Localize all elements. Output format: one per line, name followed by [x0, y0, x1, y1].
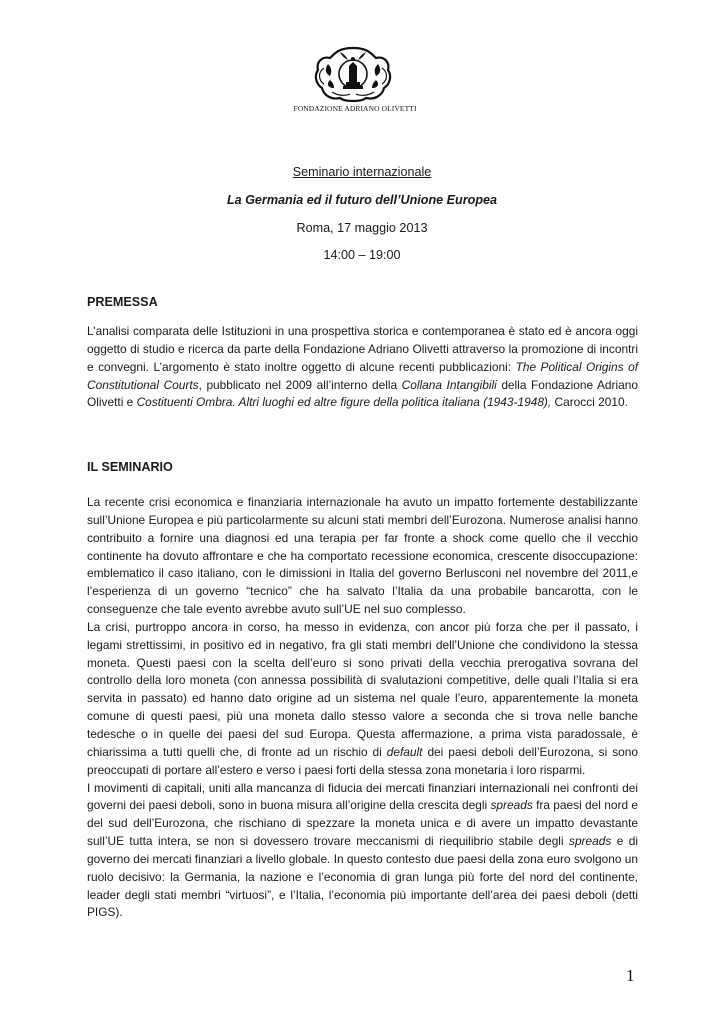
seminario-paragraph-1: La recente crisi economica e finanziaria internazionale ha avuto un impatto fortemente destabilizzante sull’Unione Europea e più particolarmente su alcuni stati membri dell’Eurozona. Numerose analisi hanno contribuito a fornire una diagnosi ed una terapia per far fronte a shock come quello che il vecchio continente ha dovuto affrontare e che ha comportato recessione economica, crescente disoccupazione: emblematico il caso italiano, con le dimissioni in Italia del governo Berlusconi nel novembre del 2011,e l’esperienza di un governo “tecnico” che ha salvato l’Italia da una probabile bancarotta, con le conseguenze che tale evento avrebbe avuto sull’UE nel suo complesso. — [87, 495, 638, 617]
seminar-label: Seminario internazionale — [292, 165, 432, 179]
seminar-time: 14:00 – 19:00 — [323, 248, 401, 262]
italic-term-default: default — [386, 744, 423, 759]
publication-title-costituenti-ombra: Costituenti Ombra. Altri luoghi ed altre figure della politica italiana (1943-1948), — [136, 395, 552, 410]
publication-title-political-origins: The Political Origins of Constitutional Courts — [87, 359, 638, 392]
seminario-paragraph-2 — [87, 619, 638, 780]
premessa-text: , pubblicato nel 2009 all’interno della — [198, 377, 402, 392]
seminario-text: e di governo dei mercati finanziari a livello globale. In questo contesto due paesi della zona euro svolgono un ruolo decisivo: la Germania, la nazione e l’economia di gran lunga più forte del nord del continente, leader degli stati membri “virtuosi”, e l’Italia, l’economia più importante dell’area dei paesi deboli (detti PIGS). — [87, 834, 638, 920]
section-heading-premessa: PREMESSA — [87, 295, 158, 309]
premessa-text: L’analisi comparata delle Istituzioni in una prospettiva storica e contemporanea è stato ed è ancora oggi oggetto di studio e ricerca da parte della Fondazione Adriano Olivetti attraverso la promozione di incontri e convegni. L’argomento è stato inoltre oggetto di alcune recenti pubblicazioni: — [87, 324, 638, 374]
seminario-text: dei paesi deboli dell’Eurozona, si sono preoccupati di portare all’estero e verso i paesi forti della stessa zona monetaria i loro risparmi. — [87, 744, 638, 777]
italic-term-spreads: spreads — [490, 798, 533, 813]
seminario-body — [87, 494, 638, 922]
organization-name: FONDAZIONE ADRIANO OLIVETTI — [293, 104, 417, 113]
series-title-collana-intangibili: Collana Intangibili — [401, 377, 497, 392]
italic-term-spreads: spreads — [569, 834, 612, 849]
foundation-emblem-logo — [310, 44, 396, 106]
seminario-text: fra paesi del nord e del sud dell’Eurozona, che rischiano di spezzare la moneta unica e di avere un impatto devastante sull’UE tutta intera, se non si dovessero trovare meccanismi di riequilibrio stabile degli — [87, 798, 638, 849]
seminar-place-date: Roma, 17 maggio 2013 — [296, 221, 428, 235]
seminario-text: I movimenti di capitali, uniti alla mancanza di fiducia dei mercati finanziari internazionali nei confronti dei governi dei paesi deboli, sono in buona misura all’origine della crescita degli — [87, 780, 638, 813]
premessa-paragraph — [87, 323, 638, 412]
page-number: 1 — [626, 966, 635, 985]
section-heading-il-seminario: IL SEMINARIO — [87, 460, 173, 474]
seminario-text: La crisi, purtroppo ancora in corso, ha messo in evidenza, con ancor più forza che per il passato, i legami strettissimi, in positivo ed in negativo, fra gli stati membri dell’Unione che condividono la stessa moneta. Questi paesi con la scelta dell’euro si sono privati della vecchia prerogativa sovrana del controllo della loro moneta (con annessa possibilità di svalutazioni competitive, delle quali l’Italia si era servita in passato) ed hanno dato origine ad un sistema nel quale l’euro, apparentemente la moneta comune di questi paesi, più una moneta dallo stesso valore a seconda che si trova nelle banche tedesche o in quelle dei paesi del sud Europa. Questa affermazione, a prima vista paradossale, è chiarissima a tutti quelli che, di fronte ad un rischio di — [87, 619, 638, 759]
premessa-text: Carocci 2010. — [551, 395, 628, 410]
premessa-text: della Fondazione Adriano Olivetti e — [87, 377, 638, 410]
seminar-title: La Germania ed il futuro dell’Unione Europea — [226, 193, 498, 207]
seminario-paragraph-3 — [87, 780, 638, 923]
